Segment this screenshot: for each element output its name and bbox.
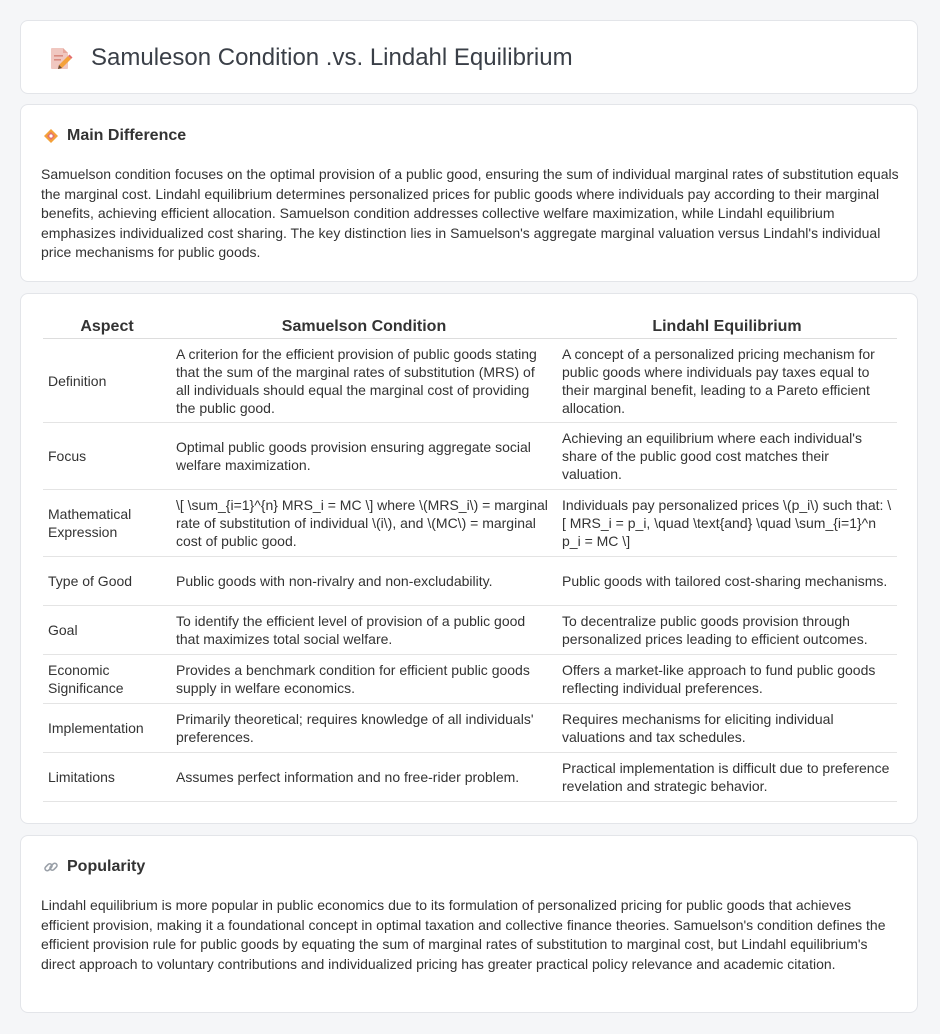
- row-lindahl: To decentralize public goods provision through personalized prices leading to efficient outcomes.: [557, 606, 897, 655]
- row-aspect: Goal: [43, 606, 171, 655]
- row-samuelson: \[ \sum_{i=1}^{n} MRS_i = MC \] where \(MRS_i\) = marginal rate of substitution of individual \(i\), and \(MC\) = marginal cost of public good.: [171, 490, 557, 557]
- row-samuelson: Optimal public goods provision ensuring aggregate social welfare maximization.: [171, 423, 557, 490]
- row-aspect: Definition: [43, 339, 171, 423]
- row-lindahl: Public goods with tailored cost-sharing mechanisms.: [557, 557, 897, 606]
- link-icon: [43, 859, 59, 875]
- popularity-header: [43, 858, 145, 876]
- comparison-section: [20, 293, 918, 824]
- header-samuelson: Samuelson Condition: [171, 316, 557, 339]
- table-row: [43, 704, 897, 753]
- table-row: [43, 423, 897, 490]
- row-aspect: Limitations: [43, 753, 171, 802]
- row-samuelson: Assumes perfect information and no free-rider problem.: [171, 753, 557, 802]
- header-card: [20, 20, 918, 94]
- diamond-icon: [43, 128, 59, 144]
- table-row: [43, 753, 897, 802]
- pencil-paper-icon: [47, 45, 73, 71]
- main-difference-section: [20, 104, 918, 282]
- row-lindahl: Practical implementation is difficult due to preference revelation and strategic behavior.: [557, 753, 897, 802]
- page-title: Samuleson Condition .vs. Lindahl Equilibrium: [91, 44, 573, 71]
- row-aspect: Mathematical Expression: [43, 490, 171, 557]
- row-samuelson: A criterion for the efficient provision of public goods stating that the sum of the marginal rates of substitution (MRS) of all individuals should equal the marginal cost of providing the public good.: [171, 339, 557, 423]
- table-header-row: [43, 316, 897, 339]
- row-lindahl: Offers a market-like approach to fund public goods reflecting individual preferences.: [557, 655, 897, 704]
- comparison-table: [43, 316, 897, 802]
- main-difference-header: [43, 127, 186, 145]
- main-difference-heading: Main Difference: [67, 127, 187, 144]
- row-lindahl: A concept of a personalized pricing mechanism for public goods where individuals pay taxes equal to their marginal benefit, leading to a Pareto efficient allocation.: [557, 339, 897, 423]
- row-samuelson: Public goods with non-rivalry and non-excludability.: [171, 557, 557, 606]
- row-lindahl: Achieving an equilibrium where each individual's share of the public good cost matches their valuation.: [557, 423, 897, 490]
- header-lindahl: Lindahl Equilibrium: [557, 316, 897, 339]
- row-aspect: Focus: [43, 423, 171, 490]
- row-lindahl: Individuals pay personalized prices \(p_i\) such that: \[ MRS_i = p_i, \quad \text{and} \quad \sum_{i=1}^n p_i = MC \]: [557, 490, 897, 557]
- row-samuelson: Primarily theoretical; requires knowledge of all individuals' preferences.: [171, 704, 557, 753]
- header-aspect: Aspect: [43, 316, 171, 339]
- popularity-text: Lindahl equilibrium is more popular in public economics due to its formulation of personalized pricing for public goods that achieves efficient provision, making it a foundational concept in optimal taxation and collective finance theories. Samuelson's condition defines the efficient provision rule for public goods by equating the sum of marginal rates of substitution to marginal cost, but Lindahl equilibrium's direct approach to voluntary contributions and individualized pricing has greater practical policy relevance and academic citation.: [41, 897, 886, 972]
- row-aspect: Type of Good: [43, 557, 171, 606]
- row-aspect: Economic Significance: [43, 655, 171, 704]
- table-row: [43, 655, 897, 704]
- row-lindahl: Requires mechanisms for eliciting individual valuations and tax schedules.: [557, 704, 897, 753]
- title-row: [47, 43, 573, 73]
- table-row: [43, 490, 897, 557]
- row-samuelson: To identify the efficient level of provision of a public good that maximizes total social welfare.: [171, 606, 557, 655]
- table-row: [43, 606, 897, 655]
- row-aspect: Implementation: [43, 704, 171, 753]
- table-row: [43, 339, 897, 423]
- popularity-heading: Popularity: [67, 858, 146, 875]
- main-difference-text: Samuelson condition focuses on the optimal provision of a public good, ensuring the sum of individual marginal rates of substitution equals the marginal cost. Lindahl equilibrium determines personalized prices for public goods where individuals pay according to their marginal benefits, achieving efficient allocation. Samuelson condition addresses collective welfare maximization, while Lindahl equilibrium emphasizes individualized cost sharing. The key distinction lies in Samuelson's aggregate marginal valuation versus Lindahl's individual price mechanisms for public goods.: [41, 166, 899, 260]
- table-row: [43, 557, 897, 606]
- popularity-section: [20, 835, 918, 1013]
- row-samuelson: Provides a benchmark condition for efficient public goods supply in welfare economics.: [171, 655, 557, 704]
